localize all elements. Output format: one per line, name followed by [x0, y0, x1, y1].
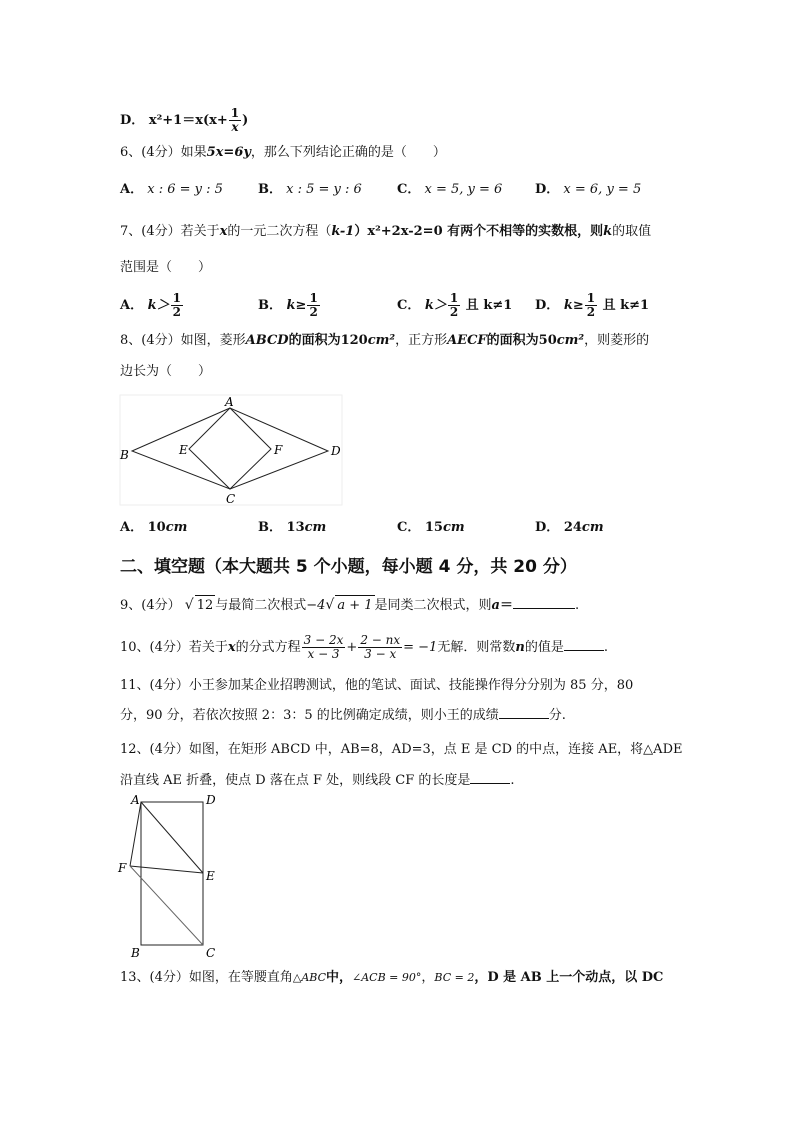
- label-E: E: [179, 443, 188, 457]
- q8-option-d: D． 24cm: [535, 520, 604, 535]
- q7-option-a: A． k＞ $\frac{1}{2}$: [120, 291, 181, 319]
- q11-line2: 分，90 分，若依次按照 2：3：5 的比例确定成绩，则小王的成绩 分.: [120, 708, 566, 723]
- q11-answer-blank: [499, 706, 549, 719]
- q8-option-a: A． 10cm: [120, 520, 188, 535]
- q7-option-b: B． k≥ $\frac{1}{2}$: [258, 291, 318, 319]
- q7-option-d: D． k≥ $\frac{1}{2}$ 且 k≠1: [535, 291, 650, 319]
- label-D: D: [206, 793, 216, 807]
- q6-option-c: C． x = 5, y = 6: [397, 182, 503, 197]
- q6-option-d: D． x = 6, y = 5: [535, 182, 642, 197]
- label-F: F: [118, 861, 127, 875]
- q8-figure: [118, 393, 346, 507]
- q11-line1: 11、(4分）小王参加某企业招聘测试，他的笔试、面试、技能操作得分分别为 85 分，80: [120, 678, 634, 693]
- q8-stem-line2: 边长为（ ）: [120, 364, 212, 379]
- label-F: F: [274, 443, 283, 457]
- rectangle-abcd: [141, 802, 203, 945]
- label-D: D: [331, 444, 341, 458]
- q12-line1: 12、(4分）如图，在矩形 ABCD 中，AB=8，AD=3，点 E 是 CD 的中点，连接 AE，将△ADE: [120, 742, 683, 757]
- q7-stem-line2: 范围是（ ）: [120, 260, 212, 275]
- q7-option-c: C． k＞ $\frac{1}{2}$ 且 k≠1: [397, 291, 513, 319]
- segment-af: [130, 802, 141, 866]
- q5-option-d: D． x²+1＝x(x+ $\frac{1}{x}$ ): [120, 106, 249, 134]
- label-A: A: [131, 793, 140, 807]
- q9-answer-blank: [513, 596, 575, 609]
- label-C: C: [206, 946, 216, 960]
- label-B: B: [120, 448, 129, 462]
- q8-stem: 8、(4分）如图，菱形ABCD的面积为120cm²，正方形AECF的面积为50cm²，则菱形的: [120, 333, 650, 348]
- q10-answer-blank: [564, 638, 604, 651]
- label-C: C: [226, 492, 236, 506]
- q12-figure: [116, 792, 228, 962]
- q13-stem: 13、(4分）如图，在等腰直角△ABC中，∠ACB = 90°，BC = 2，D 是 AB 上一个动点，以 DC: [120, 970, 664, 985]
- q8-option-b: B． 13cm: [258, 520, 327, 535]
- q12-line2: 沿直线 AE 折叠，使点 D 落在点 F 处，则线段 CF 的长度是 .: [120, 773, 515, 788]
- q6-stem: 6、(4分）如果5x=6y，那么下列结论正确的是（ ）: [120, 145, 446, 160]
- fold-line-ae: [141, 802, 203, 873]
- label-E: E: [206, 869, 215, 883]
- q9-stem: 9、(4分） √ 12 与最简二次根式−4√ a + 1 是同类二次根式，则a＝ .: [120, 595, 579, 616]
- rhombus-abcd: [132, 408, 328, 489]
- q7-stem: 7、(4分）若关于x的一元二次方程（k-1）x²+2x-2=0 有两个不相等的实数根，则k的取值: [120, 224, 652, 239]
- section-title: 二、填空题（本大题共 5 个小题，每小题 4 分，共 20 分）: [120, 557, 577, 577]
- q6-option-b: B． x : 5 = y : 6: [258, 182, 362, 197]
- q6-option-a: A． x : 6 = y : 5: [120, 182, 223, 197]
- q8-option-c: C． 15cm: [397, 520, 465, 535]
- q12-answer-blank: [470, 771, 510, 784]
- label-B: B: [131, 946, 140, 960]
- q10-stem: 10、(4分）若关于x的分式方程 $\frac{3 - 2x}{x - 3}$ + $\frac{2 - nx}{3 - x}$ = −1无解．则常数n的值是 .: [120, 633, 608, 661]
- label-A: A: [225, 395, 234, 409]
